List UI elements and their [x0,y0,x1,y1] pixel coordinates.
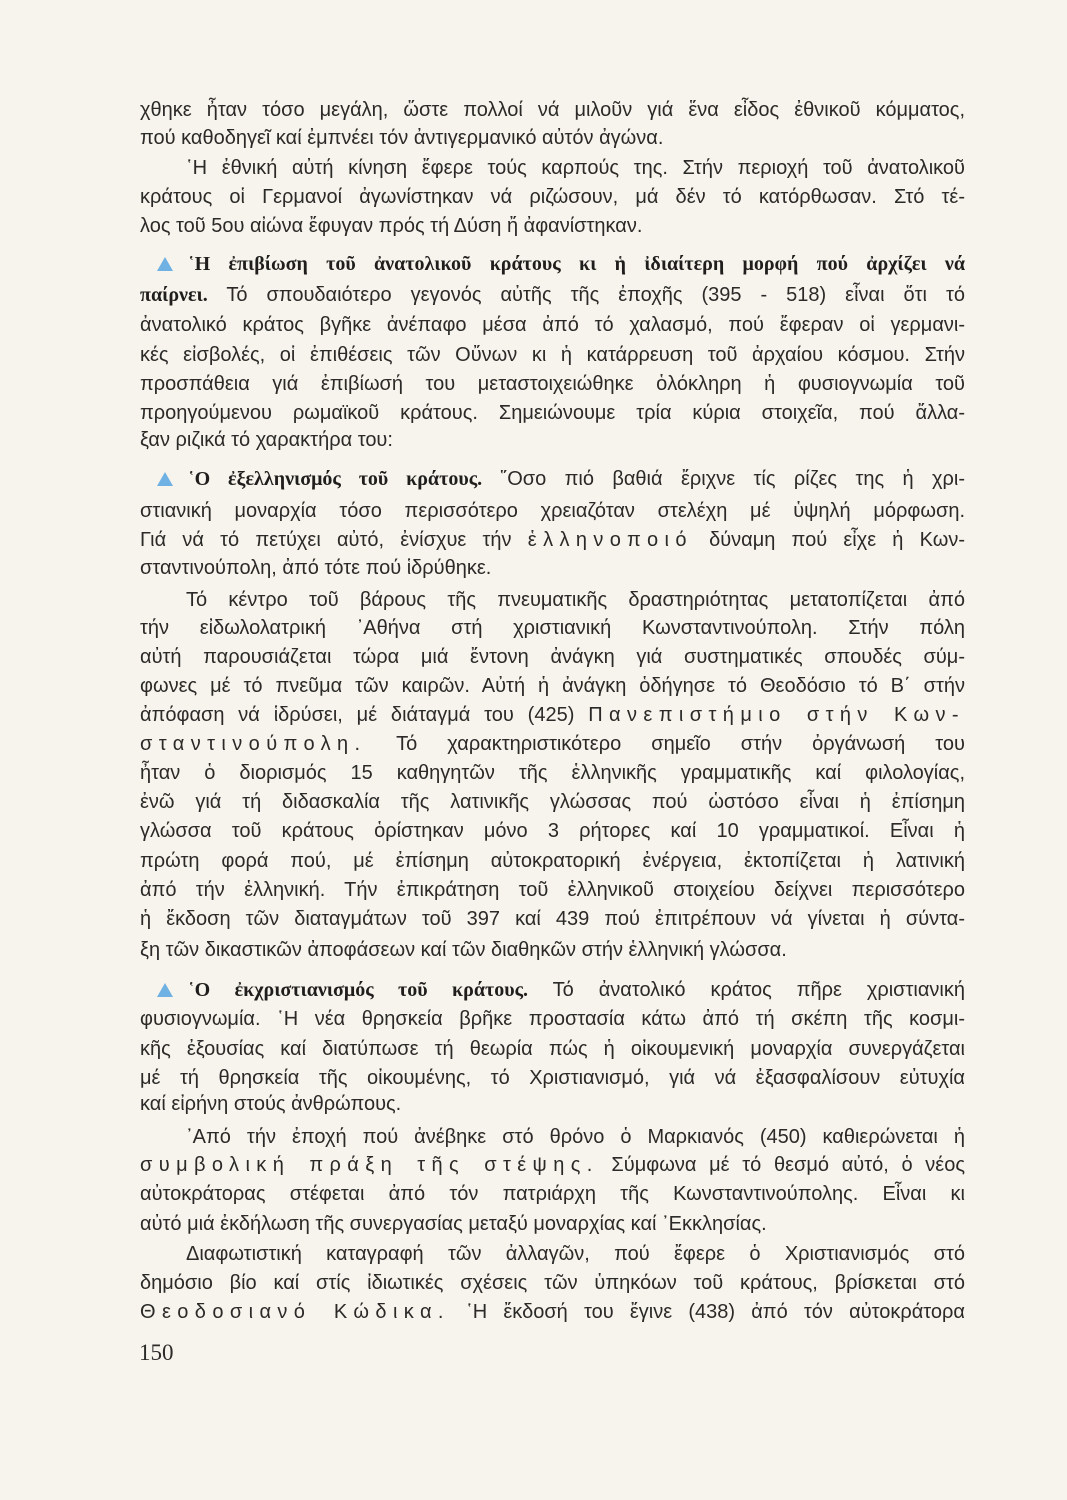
section-heading-line [188,976,965,1004]
body-text: ἀπόφαση νά ἱδρύσει, μέ διάταγμά του (425) [140,704,589,726]
body-text: δύναμη πού εἶχε ἡ Κων- [692,529,966,551]
text-line: ἀνατολικό κράτος βγῆκε ἀνέπαφο μέσα ἀπό τό χαλασμό, πού ἔφεραν οἱ γερμανι- [140,314,965,336]
text-line: στιανική μοναρχία τόσο περισσότερο χρειαζόταν στελέχη μέ ὑψηλή μόρφωση. [140,500,965,522]
text-line: κράτους οἱ Γερμανοί ἀγωνίστηκαν νά ριζώσουν, μά δέν τό κατόρθωσαν. Στό τέ- [140,186,965,208]
text-line [140,701,965,729]
text-line: ῾Η ἐθνική αὐτή κίνηση ἔφερε τούς καρπούς της. Στήν περιοχή τοῦ ἀνατολικοῦ [186,157,965,179]
text-line: κῆς ἐξουσίας καί διατύπωσε τή θεωρία πώς ἡ οἰκουμενική μοναρχία συνεργάζεται [140,1038,965,1060]
text-line [140,730,965,758]
emphasized-spaced-text: Πανεπιστήμιο στήν Κων- [588,704,965,726]
text-line: προηγούμενου ρωμαϊκοῦ κράτους. Σημειώνουμε τρία κύρια στοιχεῖα, πού ἄλλα- [140,402,965,424]
bold-heading-text: ῾Ο ἐκχριστιανισμός τοῦ κράτους. [188,979,529,1001]
text-line: δημόσιο βίο καί στίς ἰδιωτικές σχέσεις τῶν ὑπηκόων τοῦ κράτους, βρίσκεται στό [140,1272,965,1294]
text-line: πού καθοδηγεῖ καί ἐμπνέει τόν ἀντιγερμανικό αὐτόν ἀγώνα. [140,127,664,149]
text-line: φωνες μέ τό πνεῦμα τῶν καιρῶν. Αὐτή ἡ ἀνάγκη ὁδήγησε τό Θεοδόσιο τό Β΄ στήν [140,675,965,697]
text-line: λος τοῦ 5ου αἰώνα ἔφυγαν πρός τή Δύση ἤ ἀφανίστηκαν. [140,215,643,237]
page-number: 150 [139,1340,174,1365]
text-line: ξαν ριζικά τό χαρακτήρα του: [140,429,393,451]
text-line: φυσιογνωμία. ῾Η νέα θρησκεία βρῆκε προστασία κάτω ἀπό τή σκέπη τῆς κοσμι- [140,1008,965,1030]
emphasized-spaced-text: Θεοδοσιανό Κώδικα. [140,1301,450,1323]
text-line: προσπάθεια γιά ἐπιβίωσή του μεταστοιχειώθηκε ὁλόκληρη ἡ φυσιογνωμία τοῦ [140,373,965,395]
bold-heading-text: παίρνει. [140,284,208,306]
body-text: Τό ἀνατολικό κράτος πῆρε χριστιανική [528,979,965,1001]
text-line [140,526,965,554]
text-line: τήν εἰδωλολατρική ᾿Αθήνα στή χριστιανική Κωνσταντινούπολη. Στήν πόλη [140,617,965,639]
emphasized-spaced-text: ἑλληνοποιό [527,529,693,551]
text-line: ξη τῶν δικαστικῶν ἀποφάσεων καί τῶν διαθηκῶν στήν ἑλληνική γλώσσα. [140,939,787,961]
text-line: καί εἰρήνη στούς ἀνθρώπους. [140,1093,402,1115]
text-line: ᾿Από τήν ἐποχή πού ἀνέβηκε στό θρόνο ὁ Μαρκιανός (450) καθιερώνεται ἡ [186,1126,965,1148]
text-line: ἀπό τήν ἑλληνική. Τήν ἐπικράτηση τοῦ ἑλληνικοῦ στοιχείου δείχνει περισσότερο [140,879,965,901]
text-line: Διαφωτιστική καταγραφή τῶν ἀλλαγῶν, πού ἔφερε ὁ Χριστιανισμός στό [186,1243,965,1265]
body-text: ῞Οσο πιό βαθιά ἔριχνε τίς ρίζες της ἡ χρι- [482,468,966,490]
triangle-marker-icon [157,257,173,271]
bold-heading-text: ῾Ο ἐξελληνισμός τοῦ κράτους. [188,468,483,490]
text-line: αὐτή παρουσιάζεται τώρα μιά ἔντονη ἀνάγκη γιά συστηματικές σπουδές σύμ- [140,646,965,668]
emphasized-spaced-text: σταντινούπολη. [140,733,367,755]
text-line: ἦταν ὁ διορισμός 15 καθηγητῶν τῆς ἑλληνικῆς γραμματικῆς καί φιλολογίας, [140,762,965,784]
text-line: ἡ ἔκδοση τῶν διαταγμάτων τοῦ 397 καί 439 πού ἐπιτρέπουν νά γίνεται ἡ σύντα- [140,908,965,930]
text-line: αὐτό μιά ἐκδήλωση τῆς συνεργασίας μεταξύ μοναρχίας καί ᾿Εκκλησίας. [140,1213,767,1235]
triangle-marker-icon [157,472,173,486]
text-line: πρώτη φορά πού, μέ ἐπίσημη αὐτοκρατορική ἐνέργεια, ἐκτοπίζεται ἡ λατινική [140,850,965,872]
bold-heading-text: ῾Η ἐπιβίωση τοῦ ἀνατολικοῦ κράτους κι ἡ ἰδιαίτερη μορφή πού ἀρχίζει νά [188,253,965,275]
text-line: γλώσσα τοῦ κράτους ὁρίστηκαν μόνο 3 ρήτορες καί 10 γραμματικοί. Εἶναι ἡ [140,820,965,842]
text-line: χθηκε ἦταν τόσο μεγάλη, ὥστε πολλοί νά μιλοῦν γιά ἕνα εἶδος ἐθνικοῦ κόμματος, [140,99,965,121]
text-line: Τό κέντρο τοῦ βάρους τῆς πνευματικῆς δραστηριότητας μετατοπίζεται ἀπό [186,589,965,611]
section-heading-line [188,465,965,493]
text-line: αὐτοκράτορας στέφεται ἀπό τόν πατριάρχη τῆς Κωνσταντινούπολης. Εἶναι κι [140,1183,965,1205]
section-heading-line [188,250,965,278]
text-line: σταντινούπολη, ἀπό τότε πού ἱδρύθηκε. [140,557,492,579]
emphasized-spaced-text: συμβολική πράξη τῆς στέψης. [140,1154,599,1176]
body-text: ῾Η ἔκδοσή του ἔγινε (438) ἀπό τόν αὐτοκράτορα [449,1301,965,1323]
text-line: μέ τή θρησκεία τῆς οἰκουμένης, τό Χριστιανισμό, γιά νά ἐξασφαλίσουν εὐτυχία [140,1067,965,1089]
triangle-marker-icon [157,983,173,997]
body-text: Τό χαρακτηριστικότερο σημεῖο στήν ὀργάνωσή του [366,733,965,755]
text-line [140,1298,965,1326]
body-text: Σύμφωνα μέ τό θεσμό αὐτό, ὁ νέος [598,1154,965,1176]
text-line: ἐνῶ γιά τή διδασκαλία τῆς λατινικῆς γλώσσας πού ὡστόσο εἶναι ἡ ἐπίσημη [140,791,965,813]
text-line: κές εἰσβολές, οἱ ἐπιθέσεις τῶν Οὔνων κι ἡ κατάρρευση τοῦ ἀρχαίου κόσμου. Στήν [140,344,965,366]
text-line [140,281,965,309]
body-text: Γιά νά τό πετύχει αὐτό, ἐνίσχυε τήν [140,529,528,551]
text-line [140,1151,965,1179]
body-text: Τό σπουδαιότερο γεγονός αὐτῆς τῆς ἐποχῆς (395 - 518) εἶναι ὅτι τό [207,284,965,306]
